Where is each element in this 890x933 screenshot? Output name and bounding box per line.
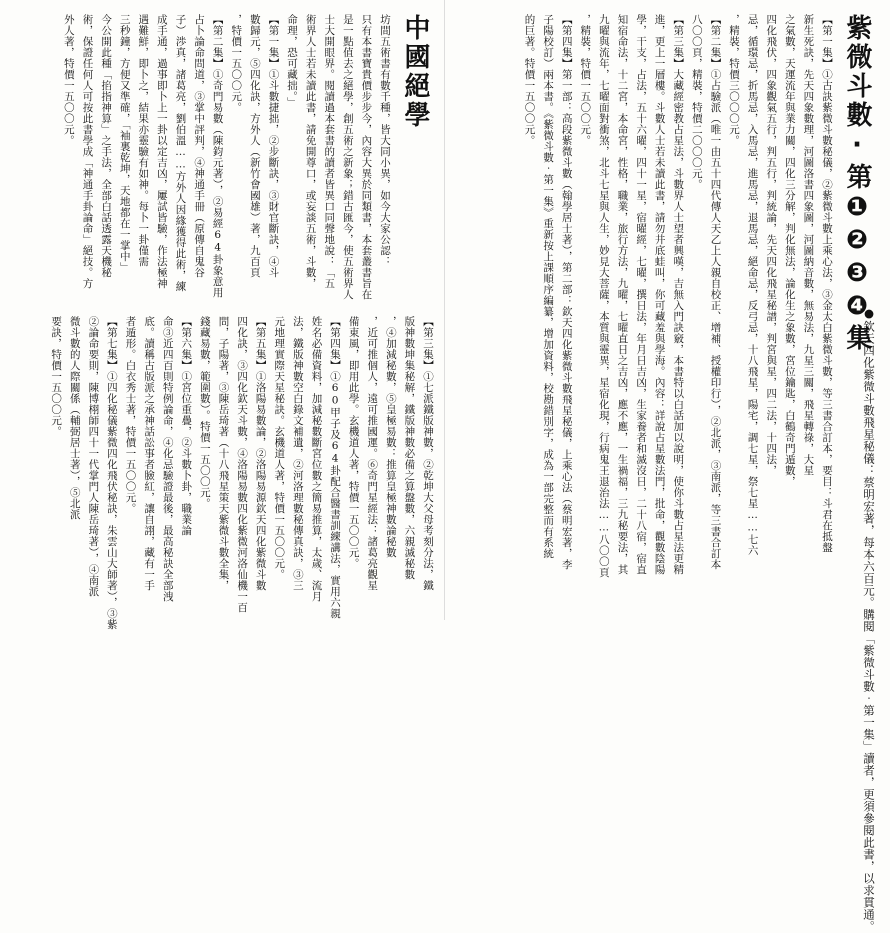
text-column: 【第六集】①宮位重疊，②斗數卜卦，職業論 bbox=[180, 316, 193, 536]
text-column: 子）渉真，諸葛亮，劉伯溫……方外人因緣獲得此術，練 bbox=[174, 14, 187, 292]
text-column: 遇難鮮，即卜之，結果亦靈驗有如神。每卜一卦僅需 bbox=[137, 14, 150, 267]
text-column: 九曜與流年，七曜面對衝煞，北斗七星與人生，妙見大菩薩，本質與靈異，星宿化現，行病鬼王退治法……八〇〇頁 bbox=[597, 14, 610, 578]
text-column: 三秒鐘，方便又準確，「袖裏乾坤，天地都在一掌中」 bbox=[118, 14, 131, 273]
text-column: 【第五集】①洛陽易數論，②洛陽易源欽天四化紫微斗數 bbox=[254, 316, 267, 591]
text-column: 法，鐵版神數空白錄文補遺，②河洛理數秘傳真訣，③三 bbox=[291, 316, 304, 591]
text-column: 【第一集】①斗數捷拙，②步斷訣，③財官斷訣，④斗 bbox=[267, 14, 280, 278]
text-column: 【第一集】①古訣紫微斗數秘儀，②紫微斗數上乘心法，③金太白紫微斗數，等三書合訂本，要目：斗君在抵盤 bbox=[821, 14, 833, 553]
text-column: ②論命要則，陳博栩師四十一代掌門人陳岳琦著），④南派 bbox=[87, 316, 100, 597]
right-page-lower bbox=[456, 306, 876, 933]
text-column: 【第四集】①60甲子及64卦配合醫書訓練講法，實用六親 bbox=[329, 316, 342, 619]
text-column: ，精裝，特價一五〇〇元。 bbox=[579, 14, 592, 146]
text-column: 備東風，即用此學。玄機道人著，特價一五〇〇元。 bbox=[347, 316, 360, 569]
text-column: 問，子陽著，③陳岳琦著（十八飛星策天紫微斗數全集， bbox=[217, 316, 230, 591]
text-column: 之氣數，天運流年與業力關，四化三分解，判化無法，論化生之象數，宮位鑰匙，白鶴奇門遁數， bbox=[783, 14, 796, 487]
text-column: 八〇〇頁，精裝，特價二〇〇〇元。 bbox=[690, 14, 703, 190]
text-column: 子陽校訂）兩本書。《紫微斗數‧第一集》重新按上課順序編纂，增加資料，校勘錯別字，成為一部完整而有系統 bbox=[542, 14, 555, 559]
bullet-item: ●欽天四化紫微斗數飛星秘儀：蔡明宏著，每本六百元。購閱「紫微斗數‧第一集」讀者，更須參閱此書，以求貫通。 bbox=[862, 306, 876, 933]
text-column: 外人著，特價一五〇〇元。 bbox=[62, 14, 75, 146]
text-column: 【第二集】①占驗派（唯一由五十四代傳人天乙上人親自校正、增補、授權印行），②北派，③南派，等三書合訂本 bbox=[709, 14, 722, 570]
text-column: 命理，恐可藏拙。」 bbox=[286, 14, 299, 108]
page-gutter bbox=[444, 0, 445, 620]
text-column: 坊間五術書有數千種，皆大同小異，如今大家公認： bbox=[379, 14, 391, 267]
text-column: 姓名必備資料，加減秘數斷宮位數之簡易推算，太歲、流月 bbox=[310, 316, 323, 602]
text-column: 成手通，過事即卜上一卦以定吉凶，屢試皆驗，作法極神 bbox=[155, 14, 168, 289]
text-column: 微斗數的人際關係（輔弼居士著），⑤北派 bbox=[68, 316, 81, 520]
text-column: 新生死訣，先天四象數理，河圖洛書四象圖，河圖納音數，無易法，九星三關，飛星轉祿，大星 bbox=[802, 14, 815, 476]
text-column: 版神數坤集秘解，鐵版神數必備之算盤數，六親滅秘數 bbox=[403, 316, 416, 580]
text-column: 占卜論命問道，③掌中評判，④神通手冊（原傳自鬼谷 bbox=[193, 14, 206, 278]
right-page-title: 紫微斗數‧第❶❷❸❹集 bbox=[842, 14, 872, 353]
text-column: 學，干支，占法，五十六曜，四十一星，宿曜經，七曜，撰日法，年月日吉凶，生家養者和滅沒日，二十八宿，宿直 bbox=[635, 14, 648, 575]
text-column: 【第四集】第一部：高段紫微斗數（翰學居士著），第二部：欽天四化紫微斗數飛星秘儀，上乘心法（蔡明宏著，李 bbox=[560, 14, 573, 570]
text-column: 今公開此種「掐指神算」之手法，全部白話透露天機秘 bbox=[100, 14, 113, 278]
text-column: 士大開眼界。閱讀過本套書的讀者皆異口同聲地說：「五 bbox=[323, 14, 336, 289]
text-column: 底。讀稱古版派之承神話訟事者臉紅，讓自詡，藏有一手 bbox=[143, 316, 156, 591]
text-column: 命③近四百則特例論命，④化忌驗證最後，最高秘訣全部洩 bbox=[161, 316, 174, 602]
text-column: 要訣，特價一五〇〇元。 bbox=[50, 316, 63, 437]
left-page-title: 中國絕學 bbox=[400, 14, 430, 130]
left-page-lower bbox=[14, 316, 434, 630]
text-column: 【第三集】①七派鐵版神數，②乾坤大父母考刻分法，鐵 bbox=[422, 316, 434, 591]
text-column: 【第二集】①奇門易數（陳鈞元著），②易經64卦象意用 bbox=[211, 14, 224, 298]
text-column: 數歸元，⑤四化訣，方外人（新竹會國雄）著，九百頁 bbox=[248, 14, 261, 278]
text-column: 【第三集】大藏經密教占星法，斗數界人士望者興嘆，吉無入門訣竅，本書特以白話加以說明，使你斗數占星法更精 bbox=[672, 14, 685, 575]
text-column: 四化訣，③四化欽天斗數，④洛陽易數四化紫微河洛仙機一百 bbox=[236, 316, 249, 613]
text-column: ，④加減秘數，⑤皇極易數：推算皇極神數論秘數 bbox=[384, 316, 397, 558]
text-column: 錢藏易數，範圍數）。特價一五〇〇元。 bbox=[198, 316, 211, 509]
text-column: 術，保證任何人可按此書學成「神通手卦論命」絕技。方 bbox=[81, 14, 94, 289]
text-column: ，精裝，特價三〇〇〇元。 bbox=[728, 14, 741, 146]
text-column: 是一點值去之絕學，創五術之新象；錯古匯今，使五術界人 bbox=[341, 14, 354, 300]
text-column: 忌，循環忌，折馬忌，入馬忌，進馬忌，退馬忌，絕命忌，反弓忌，十八飛星，陽宅，調七星，祭七星……七六 bbox=[746, 14, 759, 556]
text-column: 元地理實際天星秘訣。玄機道人著，特價一五〇〇元。 bbox=[273, 316, 286, 580]
text-column: ，特價一五〇〇元。 bbox=[230, 14, 243, 113]
text-column: 的巨著。特價一五〇〇元。 bbox=[523, 14, 536, 146]
text-column: 只有本書寶貴價步步今，內容大異於同類書，本套叢書旨在 bbox=[360, 14, 373, 300]
text-column: 四化飛伏，四象觀氣五行，判五行，判統論，先天四化飛星秘譜，判宮與星，四二法，十四法， bbox=[765, 14, 778, 476]
text-column: ，近可推個人，遠可推國運。⑥奇門星經法：諸葛亮觀星 bbox=[366, 316, 379, 591]
text-column: 者遁形。白衣秀士著，特價一五〇〇元。 bbox=[124, 316, 137, 514]
text-column: 【第七集】①四化秘儀紫微四化飛伏秘訣，朱雲山大師著），③紫 bbox=[105, 316, 118, 630]
text-column: 術界人士若未讀此書，請免開尊口，或妄談五術，斗數， bbox=[304, 14, 317, 289]
text-column: 進，更上一層樓。斗數人士若未讀此書，請勿井底蛙叫，你可藏羞與學海。內容：詳說占星數法門，批命，觀數陰陽 bbox=[653, 14, 666, 575]
text-column: 知宿命法，十二宮，本命宮，性格，職業，旅行方法，九曜，七曜直日之吉凶，應不應，一生禍福，三九秘要法，其 bbox=[616, 14, 629, 575]
